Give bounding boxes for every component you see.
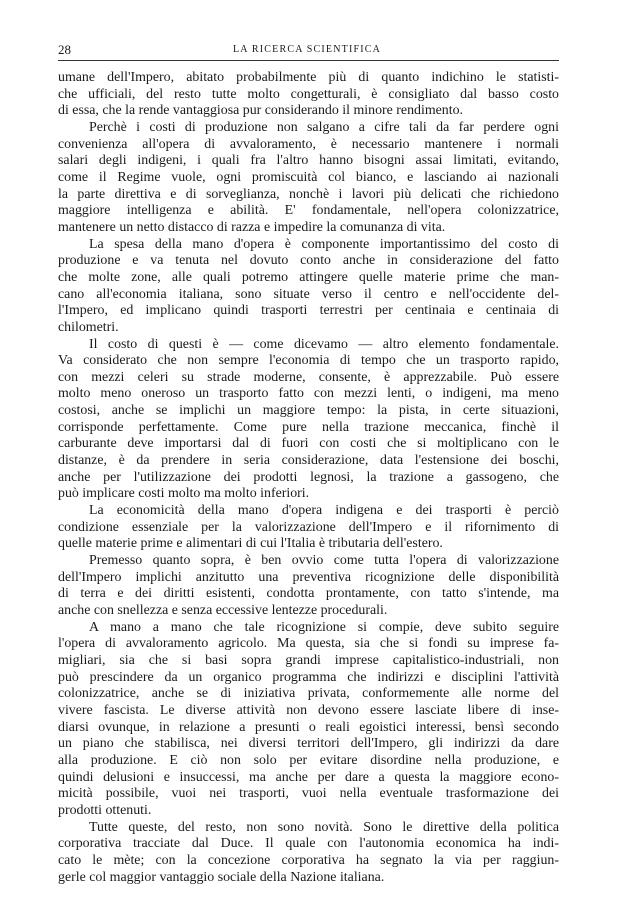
text-line: l'Impero, ed implicano quindi trasporti terrestri per centinaia e centinaia di [58,303,559,319]
text-line: gerle col maggior vantaggio sociale della Nazione italiana. [58,869,385,885]
text-line: La spesa della mano d'opera è componente importantissimo del costo di [89,236,559,252]
text-line: cato le mète; con la concezione corporativa ha segnato la via per raggiun- [58,852,559,868]
paragraph [58,70,559,120]
paragraph [58,553,559,620]
text-line: La economicità della mano d'opera indigena e dei trasporti è perciò [89,503,559,519]
running-head: LA RICERCA SCIENTIFICA [233,44,382,55]
article-body [58,70,559,886]
text-line: l'opera di avvaloramento agricolo. Ma questa, sia che si fondi su imprese fa- [58,636,559,652]
text-line: mantenere un netto distacco di razza e impedire la comunanza di vita. [58,219,446,235]
text-line: molto meno oneroso un trasporto fatto con mezzi lenti, o indigeni, ma meno [58,386,559,402]
text-line: corporativa tracciate dal Duce. Il quale con l'autonomia economica ha indi- [58,836,559,852]
text-line: un piano che stabilisca, nei diversi territori dell'Impero, gli indirizzi da dare [58,736,559,752]
text-line: Tutte queste, del resto, non sono novità. Sono le direttive della politica [89,819,559,835]
text-line: Perchè i costi di produzione non salgano a cifre tali da far perdere ogni [89,119,559,135]
paragraph [58,337,559,504]
page-number: 28 [58,42,71,57]
text-line: la parte direttiva e di sorveglianza, nonchè i lavori più delicati che richiedono [58,186,559,202]
text-line: con mezzi celeri su strade moderne, consente, è apprezzabile. Può essere [58,369,559,385]
header-rule [58,60,559,61]
page-header [58,42,559,58]
paragraph [58,820,559,887]
paragraph [58,620,559,820]
text-line: migliari, sia che si basi sopra grandi imprese capitalistico-industriali, non [58,652,559,668]
text-line: anche con snellezza e senza eccessive lentezze procedurali. [58,603,388,618]
paragraph [58,237,559,337]
text-line: anche per l'utilizzazione dei prodotti legnosi, la trazione a gassogeno, che [58,469,559,485]
text-line: carburante deve importarsi dal di fuori con costi che si moltiplicano con le [58,436,559,452]
text-line: condizione essenziale per la valorizzazione dell'Impero e il rifornimento di [58,519,559,535]
text-line: cano all'economia italiana, sono situate verso il centro e nell'occidente del- [58,286,559,302]
text-line: distanze, è da prendere in seria considerazione, data l'estensione dei boschi, [58,453,559,469]
text-line: corrisponde perfettamente. Come pure nella trazione meccanica, finchè il [58,419,559,435]
paragraph [58,503,559,553]
text-line: che ufficiali, del resto tutte molto congetturali, è consigliato dal basso costo [58,86,559,102]
text-line: chilometri. [58,319,119,335]
text-line: Il costo di questi è — come dicevamo — altro elemento fondamentale. [89,336,559,352]
text-line: quindi delusioni e insuccessi, ma anche per dare a questa la maggiore econo- [58,769,559,785]
text-line: diarsi ovunque, in relazione a presunti o reali egoistici interessi, bensì secondo [58,719,559,735]
text-line: maggiore intelligenza e abilità. E' fondamentale, nell'opera colonizzatrice, [58,203,559,219]
text-line: di terra e dei diritti esistenti, condotta prontamente, con tatto s'intende, ma [58,586,559,602]
text-line: prodotti ottenuti. [58,802,152,818]
text-line: vivere fascista. Le diverse attività non devono essere lasciate libere di inse- [58,702,559,718]
text-line: costosi, anche se implichi un maggiore tempo: la pista, in certe situazioni, [58,403,559,419]
text-line: produzione e va tenuta nel dovuto conto anche in considerazione del fatto [58,253,559,269]
text-line: che molte zone, alle quali potremo attingere quelle materie prime che man- [58,269,559,285]
text-line: può implicare costi molto ma molto inferiori. [58,486,310,502]
text-line: colonizzatrice, anche se di iniziativa privata, conformemente alle norme del [58,686,559,702]
text-line: salari degli indigeni, i quali fra l'altro hanno bisogni assai limitati, evitando, [58,153,559,169]
text-line: A mano a mano che tale ricognizione si compie, deve subito seguire [89,619,559,635]
text-line: umane dell'Impero, abitato probabilmente più di quanto indichino le statisti- [58,70,559,85]
text-line: micità possibile, vuoi nei trasporti, vuoi nella eventuale trasformazione dei [58,786,559,802]
text-line: convenienza all'opera di avvaloramento, è necessario mantenere i normali [58,136,559,152]
text-line: può prescindere da un organico programma che indirizzi e disciplini l'attività [58,669,559,685]
text-line: quelle materie prime e alimentari di cui l'Italia è tributaria dell'estero. [58,536,443,552]
text-line: Premesso quanto sopra, è ben ovvio come tutta l'opera di valorizzazione [89,553,559,569]
text-line: alla produzione. E ciò non solo per evitare disordine nella produzione, e [58,752,559,768]
paragraph [58,120,559,237]
text-line: di essa, che la rende vantaggiosa pur considerando il minore rendimento. [58,103,464,119]
text-line: Va considerato che non sempre l'economia di tempo che un trasporto rapido, [58,353,559,369]
text-line: dell'Impero implichi anzitutto una preventiva ricognizione delle disponibilità [58,569,559,585]
text-line: come il Regime vuole, ogni promiscuità col bianco, e lasciando ai nazionali [58,169,559,185]
